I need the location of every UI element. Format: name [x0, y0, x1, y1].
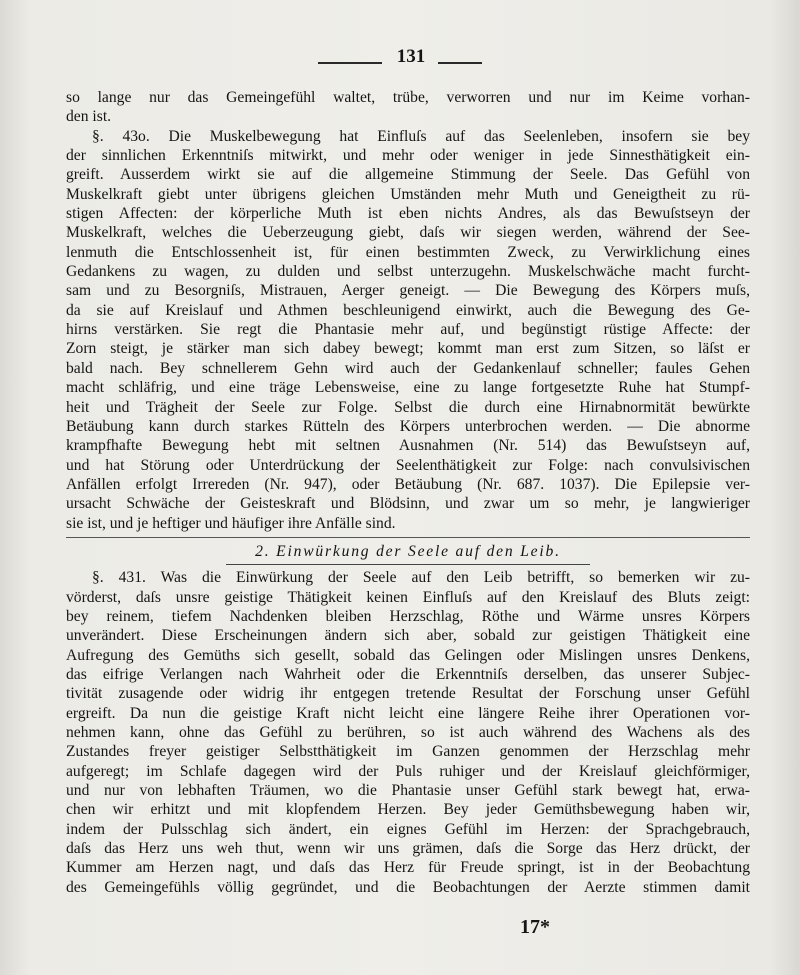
text-line: Muskelkraft, welches die Ueberzeugung giebt, daſs wir siegen werden, während der See-	[66, 224, 750, 242]
text-line: sie ist, und je heftiger und häufiger ihre Anfälle sind.	[66, 514, 396, 532]
header-rule-right	[438, 62, 482, 64]
text-line: des Gemeingefühls völlig gegründet, und die Beobachtungen der Aerzte stimmen damit	[66, 878, 750, 896]
text-line: tivität zusagende oder widrig ihr entgegen tretende Resultat der Forschung unser Gefühl	[66, 685, 750, 703]
text-line: ursacht Schwäche der Geisteskraft und Blödsinn, und zwar um so mehr, je langwieriger	[66, 495, 750, 513]
text-line: daſs das Herz uns weh thut, wenn wir uns grämen, daſs die Sorge das Herz drückt, der	[66, 840, 750, 858]
text-line: Muskelkraft giebt unter übrigens gleichen Umständen mehr Muth und Geneigtheit zu rü-	[66, 185, 750, 203]
text-line: heit und Trägheit der Seele zur Folge. Selbst die durch eine Hirnabnormität bewürkte	[66, 398, 750, 416]
text-line: so lange nur das Gemeingefühl waltet, trübe, verworren und nur im Keime vorhan-	[66, 89, 750, 106]
text-line: greift. Ausserdem wirkt sie auf die allgemeine Stimmung der Seele. Das Gefühl von	[66, 166, 750, 184]
signature-mark: 17*	[520, 916, 550, 938]
text-line: macht schläfrig, und eine träge Lebensweise, eine zu lange fortgesetzte Ruhe hat Stumpf-	[66, 379, 750, 397]
text-line: chen wir erhitzt und mit klopfendem Herzen. Bey jeder Gemüthsbewegung haben wir,	[66, 801, 750, 819]
text-line: Kummer am Herzen nagt, und daſs das Herz für Freude springt, ist in der Beobachtung	[66, 859, 750, 877]
text-line: indem der Pulsschlag sich ändert, ein eignes Gefühl im Herzen: der Sprachgebrauch,	[66, 820, 750, 838]
text-line: und nur von lebhaften Träumen, wo die Phantasie unser Gefühl stark bewegt hat, erwa-	[66, 782, 750, 800]
text-line: hirns verstärken. Sie regt die Phantasie mehr auf, und begünstigt rüstige Affecte: der	[66, 321, 750, 339]
text-line: Aufregung des Gemüths sich gesellt, sobald das Gelingen oder Mislingen unsres Denkens,	[66, 646, 750, 664]
text-line: Zustandes freyer geistiger Selbstthätigkeit im Ganzen genommen der Herzschlag mehr	[66, 743, 750, 761]
text-line: vörderst, daſs unsre geistige Thätigkeit keinen Einfluſs auf den Kreislauf des Bluts zeigt:	[66, 588, 750, 606]
text-line: bald nach. Bey schnellerem Gehn wird auch der Gedankenlauf schneller; faules Gehen	[66, 359, 750, 377]
text-line: krampfhafte Bewegung hebt mit seltnen Ausnahmen (Nr. 514) das Bewuſstseyn auf,	[66, 437, 750, 455]
text-line: den ist.	[66, 108, 112, 126]
text-line: sam und zu Besorgniſs, Mistrauen, Aerger geneigt. — Die Bewegung des Körpers muſs,	[66, 282, 750, 300]
text-line: Anfällen erfolgt Irrereden (Nr. 947), oder Betäubung (Nr. 687. 1037). Die Epilepsie ver-	[66, 475, 750, 493]
text-line: stigen Affecten: der körperliche Muth ist eben nichts Andres, als das Bewuſstseyn der	[66, 205, 750, 223]
text-line: das eifrige Verlangen nach Wahrheit oder die Erkenntniſs derselben, das unserer Subjec-	[66, 665, 750, 683]
text-line: lenmuth die Entschlossenheit ist, für einen bestimmten Zweck, zu Verwirklichung eines	[66, 243, 750, 261]
text-line: aufgeregt; im Schlafe dagegen wird der Puls ruhiger und der Kreislauf gleichförmiger,	[66, 762, 750, 780]
text-line: Betäubung kann durch starkes Rütteln des Körpers unterbrochen werden. — Die abnorme	[66, 417, 750, 435]
text-line: Gedankens zu wagen, zu dulden und selbst unterzugehn. Muskelschwäche macht furcht-	[66, 263, 750, 281]
page-number: 131	[396, 46, 426, 67]
paragraph-431-start: §. 431. Was die Einwürkung der Seele auf den Leib betrifft, so bemerken wir zu-	[92, 569, 750, 587]
text-line: nehmen kann, ohne das Gefühl zu berühren, so ist auch während des Wachens als des	[66, 724, 750, 741]
body-text	[66, 88, 750, 897]
text-line: da sie auf Kreislauf und Athmen beschleunigend einwirkt, auch die Bewegung des Ge-	[66, 301, 750, 319]
text-line: der sinnlichen Erkenntniſs mitwirkt, und mehr oder weniger in jede Sinnesthätigkeit ein-	[66, 147, 750, 165]
text-line: ergreift. Da nun die geistige Kraft nicht leicht eine längere Reihe ihrer Operationen vor-	[66, 704, 750, 722]
text-line: unverändert. Diese Erscheinungen ändern sich aber, sobald zur geistigen Thätigkeit eine	[66, 627, 750, 645]
text-line: Zorn steigt, je stärker man sich dabey bewegt; kommt man erst zum Sitzen, so läſst er	[66, 340, 750, 358]
section-heading: 2. Einwürkung der Seele auf den Leib.	[66, 542, 750, 561]
text-line: bey reinem, tiefem Nachdenken bleiben Herzschlag, Röthe und Wärme unsres Körpers	[66, 607, 750, 625]
header-rule-left	[318, 62, 382, 64]
paragraph-430-start: §. 43o. Die Muskelbewegung hat Einfluſs auf das Seelenleben, insofern sie bey	[92, 127, 750, 145]
page-header	[0, 46, 800, 76]
text-line: und hat Störung oder Unterdrückung der Seelenthätigkeit zur Folge: nach convulsivischen	[66, 456, 750, 474]
